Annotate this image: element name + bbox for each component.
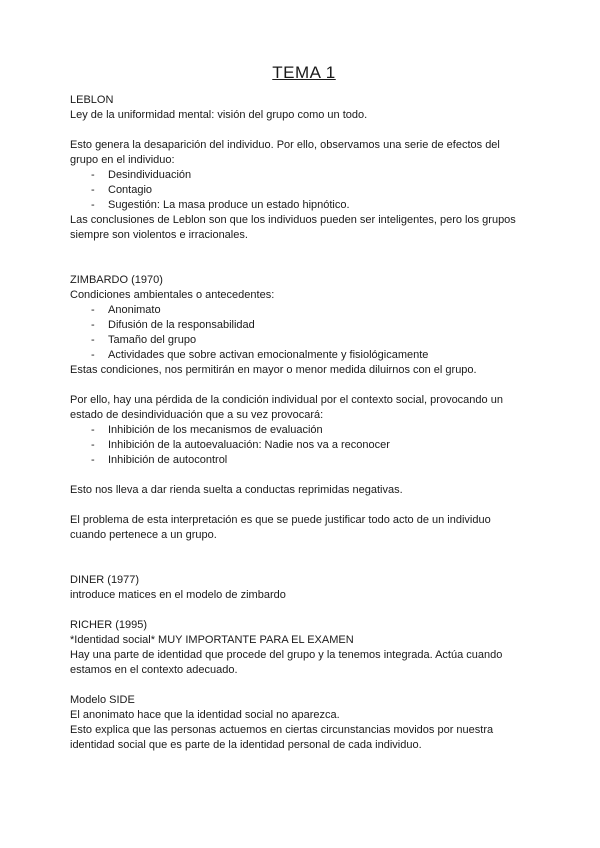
bullet-list [70,303,538,363]
bullet-dash: - [91,199,95,211]
bullet-dash: - [91,439,95,451]
bullet-list [70,423,538,468]
bullet-text: Anonimato [108,304,161,316]
text-line: introduce matices en el modelo de zimbardo [70,589,286,601]
paragraph [70,513,538,543]
paragraph [70,618,538,678]
blank-line [70,678,538,693]
text-line: estamos en el contexto adecuado. [70,664,238,676]
paragraph [70,93,538,123]
paragraph [70,693,538,753]
bullet-dash: - [91,169,95,181]
blank-line [70,123,538,138]
text-line: Ley de la uniformidad mental: visión del grupo como un todo. [70,109,368,121]
paragraph [70,273,538,303]
bullet-text: Sugestión: La masa produce un estado hipnótico. [108,199,350,211]
blank-line [70,243,538,273]
document-body [70,93,538,753]
paragraph [70,363,538,378]
bullet-text: Inhibición de autocontrol [108,454,228,466]
bullet-text: Inhibición de los mecanismos de evaluación [108,424,323,436]
bullet-dash: - [91,184,95,196]
paragraph [70,138,538,168]
bullet-item [70,183,538,198]
bullet-dash: - [91,304,95,316]
bullet-item [70,198,538,213]
bullet-dash: - [91,454,95,466]
bullet-text: Actividades que sobre activan emocionalmente y fisiológicamente [108,349,429,361]
text-line: Modelo SIDE [70,694,135,706]
text-line: El problema de esta interpretación es que se puede justificar todo acto de un individuo [70,514,491,526]
text-line: grupo en el individuo: [70,154,175,166]
bullet-list [70,168,538,213]
text-line: identidad social que es parte de la identidad personal de cada individuo. [70,739,422,751]
blank-line [70,603,538,618]
paragraph [70,393,538,423]
text-line: LEBLON [70,94,114,106]
document-title: TEMA 1 [272,63,336,82]
bullet-item [70,333,538,348]
bullet-item [70,318,538,333]
bullet-text: Contagio [108,184,153,196]
bullet-item [70,423,538,438]
text-line: DINER (1977) [70,574,140,586]
bullet-dash: - [91,424,95,436]
text-line: Condiciones ambientales o antecedentes: [70,289,275,301]
bullet-item [70,438,538,453]
bullet-dash: - [91,349,95,361]
bullet-dash: - [91,319,95,331]
blank-line [70,468,538,483]
paragraph [70,483,538,498]
text-line: Por ello, hay una pérdida de la condición individual por el contexto social, provocando un [70,394,503,406]
bullet-item [70,168,538,183]
blank-line [70,378,538,393]
text-line: Hay una parte de identidad que procede del grupo y la tenemos integrada. Actúa cuando [70,649,503,661]
text-line: estado de desindividuación que a su vez provocará: [70,409,324,421]
text-line: Estas condiciones, nos permitirán en mayor o menor medida diluirnos con el grupo. [70,364,477,376]
text-line: cuando pertenece a un grupo. [70,529,217,541]
blank-line [70,498,538,513]
bullet-item [70,453,538,468]
bullet-text: Inhibición de la autoevaluación: Nadie nos va a reconocer [108,439,390,451]
text-line: ZIMBARDO (1970) [70,274,163,286]
text-line: Esto nos lleva a dar rienda suelta a conductas reprimidas negativas. [70,484,403,496]
text-line: Esto explica que las personas actuemos en ciertas circunstancias movidos por nuestra [70,724,494,736]
bullet-text: Tamaño del grupo [108,334,197,346]
text-line: *Identidad social* MUY IMPORTANTE PARA EL EXAMEN [70,634,354,646]
text-line: RICHER (1995) [70,619,148,631]
paragraph [70,573,538,603]
bullet-item [70,348,538,363]
text-line: siempre son violentos e irracionales. [70,229,248,241]
text-line: El anonimato hace que la identidad social no aparezca. [70,709,340,721]
paragraph [70,213,538,243]
text-line: Esto genera la desaparición del individuo. Por ello, observamos una serie de efectos del [70,139,500,151]
blank-line [70,543,538,573]
bullet-item [70,303,538,318]
bullet-dash: - [91,334,95,346]
text-line: Las conclusiones de Leblon son que los individuos pueden ser inteligentes, pero los grupos [70,214,516,226]
bullet-text: Difusión de la responsabilidad [108,319,255,331]
bullet-text: Desindividuación [108,169,192,181]
